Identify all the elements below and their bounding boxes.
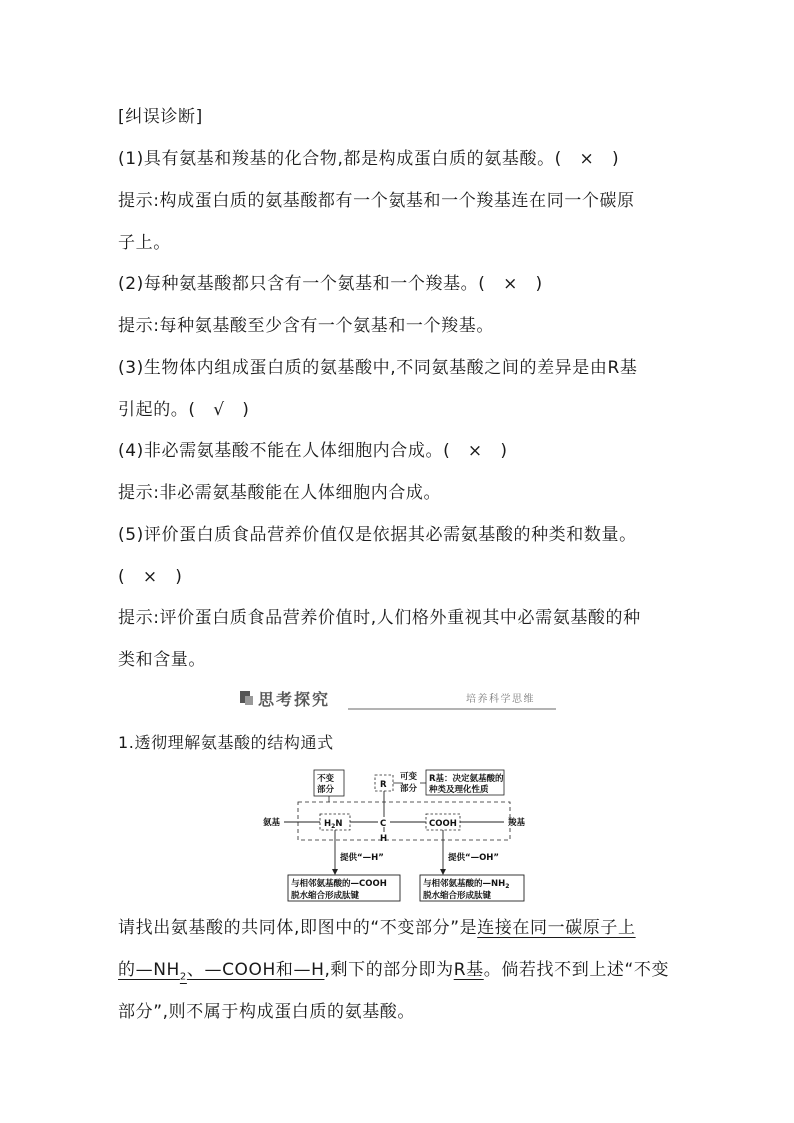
right-result-1: 与相邻氨基酸的$—NH_2$ [423, 879, 510, 890]
para-line-3: 部分”,则不属于构成蛋白质的氨基酸。 [118, 1002, 416, 1022]
question-4: (4)非必需氨基酸不能在人体细胞内合成。( × ) [118, 441, 508, 461]
hint-5-cont: 类和含量。 [118, 650, 206, 670]
provide-oh-label: 提供“—OH” [448, 853, 500, 863]
hint-4: 提示:非必需氨基酸能在人体细胞内合成。 [118, 483, 442, 503]
invariant-label-2: 部分 [317, 785, 335, 795]
alpha-hydrogen: H [380, 834, 388, 844]
left-result-1: 与相邻氨基酸的—COOH [291, 879, 387, 889]
subheading: 1.透彻理解氨基酸的结构通式 [118, 733, 334, 752]
amino-acid-structure-diagram [260, 766, 550, 904]
para-line-2: 的$—NH_2$、—COOH和—H,剩下的部分即为R基。倘若找不到上述“不变 [118, 960, 670, 983]
hint-1-cont: 子上。 [118, 233, 171, 253]
hint-5: 提示:评价蛋白质食品营养价值时,人们格外重视其中必需氨基酸的种 [118, 608, 641, 628]
carboxyl-label: 羧基 [508, 818, 526, 828]
right-result-2: 脱水缩合形成肽键 [423, 891, 492, 901]
left-result-2: 脱水缩合形成肽键 [291, 891, 360, 901]
hint-2: 提示:每种氨基酸至少含有一个氨基和一个羧基。 [118, 316, 494, 336]
question-3-cont: 引起的。( √ ) [118, 400, 250, 420]
r-group: R [380, 780, 387, 790]
question-1: (1)具有氨基和羧基的化合物,都是构成蛋白质的氨基酸。( × ) [118, 149, 620, 169]
provide-h-label: 提供“—H” [340, 853, 384, 863]
question-5-cont: ( × ) [118, 567, 183, 587]
invariant-label-1: 不变 [317, 774, 335, 784]
banner-title: 思考探究 [258, 690, 331, 709]
alpha-carbon: C [380, 819, 387, 829]
variable-label-1: 可变 [400, 772, 418, 782]
question-5: (5)评价蛋白质食品营养价值仅是依据其必需氨基酸的种类和数量。 [118, 525, 637, 545]
amino-group: $H_2N$ [324, 819, 343, 830]
carboxyl-group: COOH [429, 819, 457, 829]
question-3: (3)生物体内组成蛋白质的氨基酸中,不同氨基酸之间的差异是由R基 [118, 358, 638, 378]
para-line-1: 请找出氨基酸的共同体,即图中的“不变部分”是连接在同一碳原子上 [118, 918, 636, 938]
r-desc-1: R基：决定氨基酸的 [429, 774, 504, 784]
r-desc-2: 种类及理化性质 [429, 785, 489, 795]
section-heading: [纠误诊断] [118, 107, 203, 127]
variable-label-2: 部分 [400, 784, 418, 794]
section-banner [236, 685, 558, 715]
banner-subtitle: 培养科学思维 [466, 694, 535, 705]
amino-label: 氨基 [263, 818, 281, 828]
hint-1: 提示:构成蛋白质的氨基酸都有一个氨基和一个羧基连在同一个碳原 [118, 191, 635, 211]
question-2: (2)每种氨基酸都只含有一个氨基和一个羧基。( × ) [118, 274, 543, 294]
